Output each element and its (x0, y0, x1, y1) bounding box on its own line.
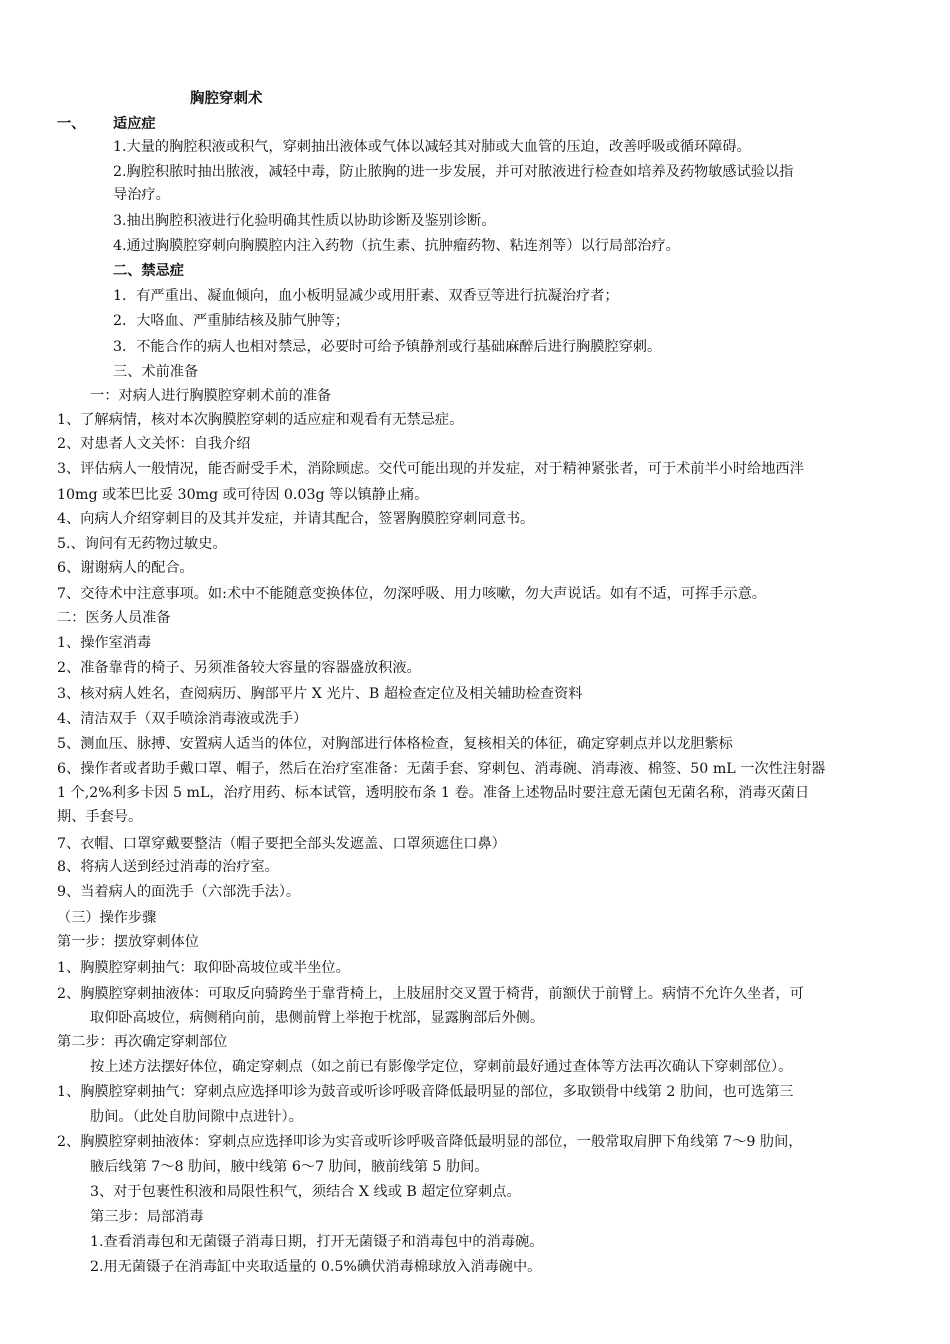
list-item: 3、核对病人姓名，查阅病历、胸部平片 X 光片、B 超检查定位及相关辅助检查资料 (57, 686, 583, 702)
list-item: 1、胸膜腔穿刺抽气：取仰卧高坡位或半坐位。 (57, 960, 350, 976)
section-heading-preparation: 三、术前准备 (113, 364, 199, 380)
list-item: 肋间。（此处自肋间隙中点进针）。 (90, 1109, 303, 1125)
list-item: 6、谢谢病人的配合。 (57, 560, 194, 576)
subsection-heading: 一：对病人进行胸膜腔穿刺术前的准备 (90, 388, 332, 404)
list-item: 取仰卧高坡位，病侧稍向前，患侧前臂上举抱于枕部，显露胸部后外侧。 (90, 1010, 545, 1026)
list-item: 腋后线第 7～8 肋间，腋中线第 6～7 肋间，腋前线第 5 肋间。 (90, 1159, 489, 1175)
list-item: 期、手套号。 (57, 809, 143, 825)
contraindication-item: 3．不能合作的病人也相对禁忌，必要时可给予镇静剂或行基础麻醉后进行胸膜腔穿刺。 (113, 339, 662, 355)
list-item: 10mg 或苯巴比妥 30mg 或可待因 0.03g 等以镇静止痛。 (57, 487, 429, 503)
list-item: 3、评估病人一般情况，能否耐受手术，消除顾虑。交代可能出现的并发症，对于精神紧张者，可于术前半小时给地西泮 (57, 461, 804, 477)
list-item: 2、准备靠背的椅子、另须准备较大容量的容器盛放积液。 (57, 660, 421, 676)
page-title: 胸腔穿刺术 (190, 91, 263, 107)
list-item: 4、清洁双手（双手喷涂消毒液或洗手） (57, 711, 308, 727)
list-item: 1、了解病情，核对本次胸膜腔穿刺的适应症和观看有无禁忌症。 (57, 412, 464, 428)
indication-item: 1.大量的胸腔积液或积气，穿刺抽出液体或气体以减轻其对肺或大血管的压迫，改善呼吸或循环障碍。 (113, 139, 751, 155)
list-item: 7、交待术中注意事项。如:术中不能随意变换体位，勿深呼吸、用力咳嗽，勿大声说话。如有不适，可挥手示意。 (57, 586, 766, 602)
section-heading-steps: （三）操作步骤 (57, 910, 157, 926)
list-item: 2、对患者人文关怀：自我介绍 (57, 436, 251, 452)
subsection-heading: 二：医务人员准备 (57, 610, 171, 626)
list-item: 2、胸膜腔穿刺抽液体：穿刺点应选择叩诊为实音或听诊呼吸音降低最明显的部位，一般常取肩胛下角线第 7～9 肋间， (57, 1134, 803, 1150)
list-item: 1、胸膜腔穿刺抽气：穿刺点应选择叩诊为鼓音或听诊呼吸音降低最明显的部位，多取锁骨中线第 2 肋间，也可选第三 (57, 1084, 794, 1100)
indication-item: 导治疗。 (113, 187, 170, 203)
indication-item: 4.通过胸膜腔穿刺向胸膜腔内注入药物（抗生素、抗肿瘤药物、粘连剂等）以行局部治疗。 (113, 238, 680, 254)
list-item: 2、胸膜腔穿刺抽液体：可取反向骑跨坐于靠背椅上，上肢屈肘交叉置于椅背，前额伏于前臂上。病情不允许久坐者，可 (57, 986, 804, 1002)
list-item: 3、对于包裹性积液和局限性积气，须结合 X 线或 B 超定位穿刺点。 (90, 1184, 521, 1200)
indication-item: 2.胸腔积脓时抽出脓液，减轻中毒，防止脓胸的进一步发展，并可对脓液进行检查如培养及药物敏感试验以指 (113, 164, 794, 180)
list-item: 2.用无菌镊子在消毒缸中夹取适量的 0.5%碘伏消毒棉球放入消毒碗中。 (90, 1259, 542, 1275)
step-heading: 第一步：摆放穿刺体位 (57, 934, 199, 950)
contraindication-item: 1．有严重出、凝血倾向，血小板明显减少或用肝素、双香豆等进行抗凝治疗者； (113, 288, 619, 304)
list-item: 6、操作者或者助手戴口罩、帽子，然后在治疗室准备：无菌手套、穿刺包、消毒碗、消毒液、棉签、50 mL 一次性注射器 (57, 761, 826, 777)
list-item: 按上述方法摆好体位，确定穿刺点（如之前已有影像学定位，穿刺前最好通过查体等方法再次确认下穿刺部位）。 (90, 1059, 793, 1075)
list-item: 1 个,2%利多卡因 5 mL，治疗用药、标本试管，透明胶布条 1 卷。准备上述物品时要注意无菌包无菌名称，消毒灭菌日 (57, 785, 810, 801)
step-heading: 第二步：再次确定穿刺部位 (57, 1034, 228, 1050)
list-item: 8、将病人送到经过消毒的治疗室。 (57, 859, 279, 875)
list-item: 1.查看消毒包和无菌镊子消毒日期，打开无菌镊子和消毒包中的消毒碗。 (90, 1234, 544, 1250)
list-item: 7、衣帽、口罩穿戴要整洁（帽子要把全部头发遮盖、口罩须遮住口鼻） (57, 836, 506, 852)
list-item: 1、操作室消毒 (57, 635, 152, 651)
list-item: 4、向病人介绍穿刺目的及其并发症，并请其配合，签署胸膜腔穿刺同意书。 (57, 511, 535, 527)
list-item: 5.、询问有无药物过敏史。 (57, 536, 227, 552)
section-number: 一、 (57, 116, 86, 132)
section-heading-indications: 适应症 (113, 116, 156, 132)
contraindication-item: 2．大咯血、严重肺结核及肺气肿等； (113, 313, 350, 329)
step-heading: 第三步：局部消毒 (90, 1209, 204, 1225)
list-item: 5、测血压、脉搏、安置病人适当的体位，对胸部进行体格检查，复核相关的体征，确定穿刺点并以龙胆紫标 (57, 736, 733, 752)
section-heading-contraindications: 二、禁忌症 (113, 263, 184, 279)
list-item: 9、当着病人的面洗手（六部洗手法）。 (57, 884, 301, 900)
indication-item: 3.抽出胸腔积液进行化验明确其性质以协助诊断及鉴别诊断。 (113, 213, 496, 229)
